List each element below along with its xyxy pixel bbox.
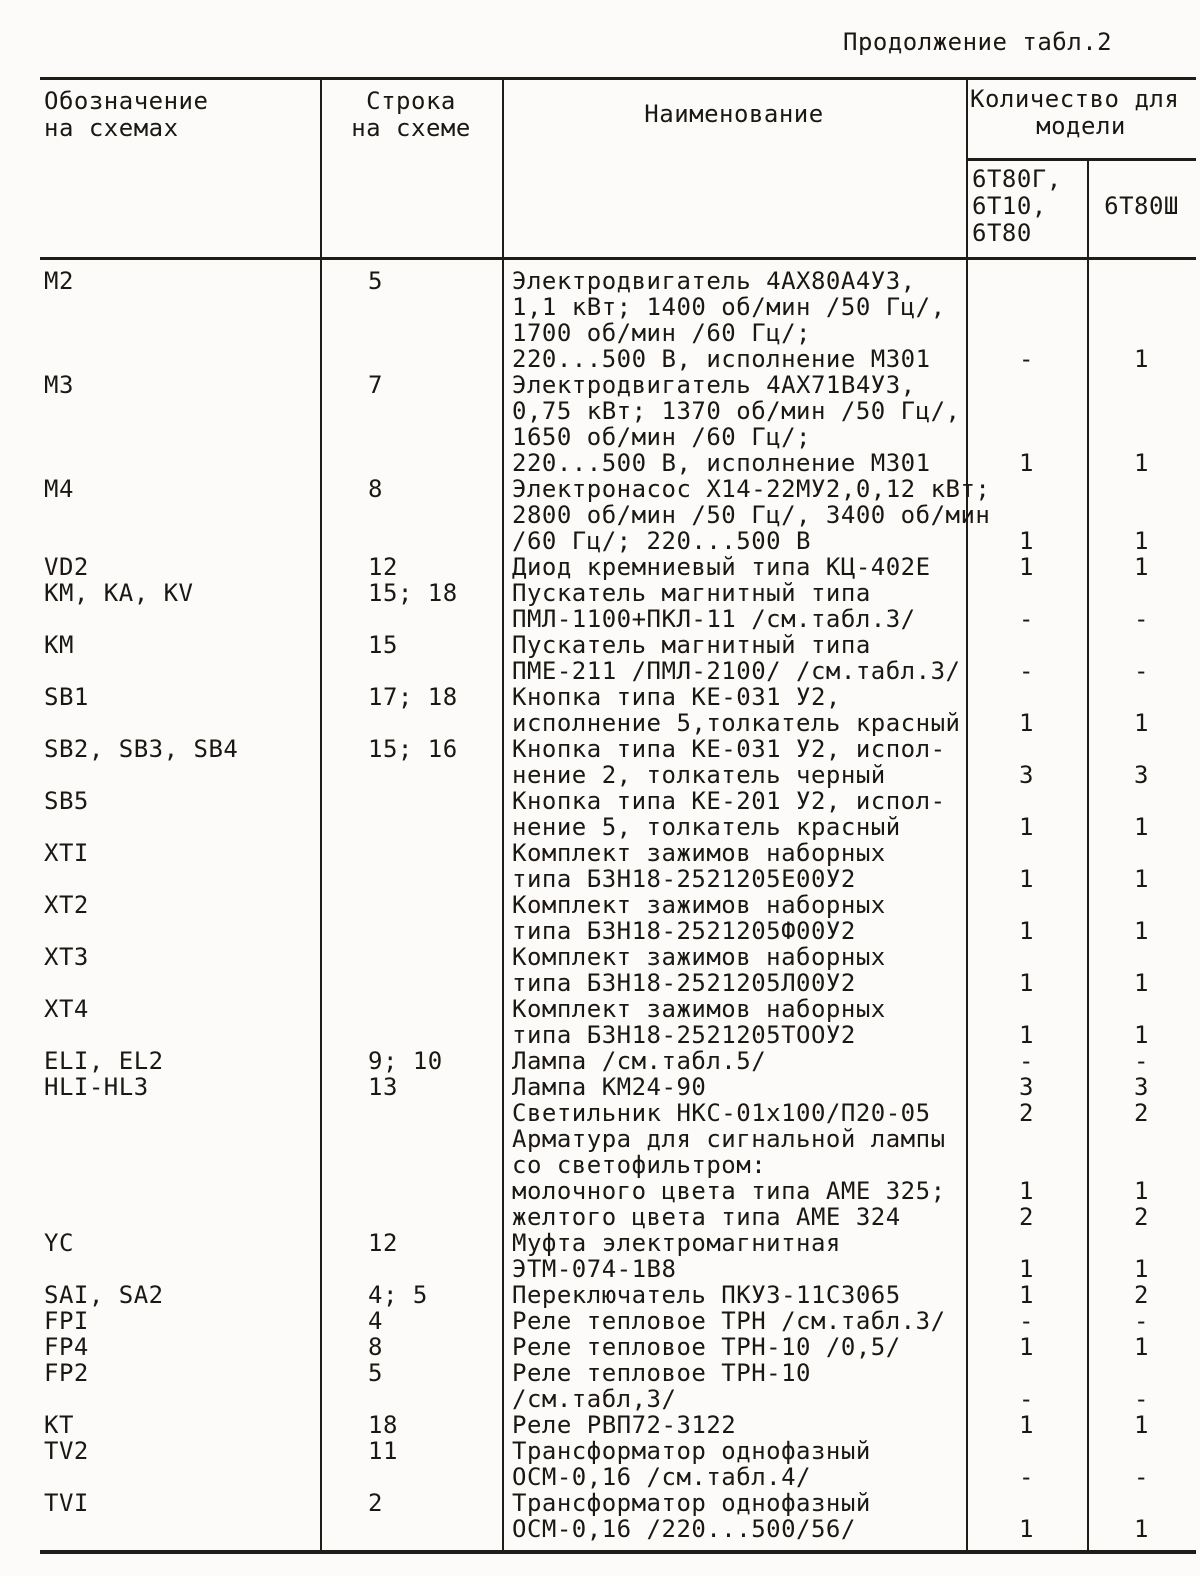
table-row — [40, 658, 1196, 684]
table-row — [40, 502, 1196, 528]
cell-designation: КМ, КА, KV — [44, 579, 194, 607]
cell-line-ref: 11 — [368, 1437, 398, 1465]
cell-qty-6t80sh: 3 — [1134, 1073, 1149, 1101]
cell-name: ОСМ-0,16 /см.табл.4/ — [512, 1463, 811, 1491]
cell-designation: FP2 — [44, 1359, 89, 1387]
cell-qty-6t80sh: 1 — [1134, 1021, 1149, 1049]
cell-qty-6t80sh: 1 — [1134, 449, 1149, 477]
cell-qty-6t80sh: - — [1134, 605, 1149, 633]
table-row — [40, 1334, 1196, 1360]
cell-name: исполнение 5,толкатель красный — [512, 709, 961, 737]
table-row — [40, 1256, 1196, 1282]
cell-line-ref: 4; 5 — [368, 1281, 428, 1309]
cell-designation: КМ — [44, 631, 74, 659]
cell-qty-6t80g-group: - — [1019, 1385, 1034, 1413]
table-row — [40, 346, 1196, 372]
table-row — [40, 268, 1196, 294]
cell-name: Светильник НКС-01х100/П20-05 — [512, 1099, 931, 1127]
table-row — [40, 424, 1196, 450]
cell-name: Пускатель магнитный типа — [512, 631, 871, 659]
col-header-name: Наименование — [644, 100, 824, 128]
cell-line-ref: 18 — [368, 1411, 398, 1439]
cell-line-ref: 7 — [368, 371, 383, 399]
col-header-qty-line2: модели — [1036, 112, 1126, 140]
cell-qty-6t80sh: 3 — [1134, 761, 1149, 789]
cell-qty-6t80g-group: 1 — [1019, 527, 1034, 555]
cell-qty-6t80g-group: 1 — [1019, 1515, 1034, 1543]
cell-name: /60 Гц/; 220...500 В — [512, 527, 811, 555]
table-row — [40, 788, 1196, 814]
table-row — [40, 1022, 1196, 1048]
cell-line-ref: 15; 18 — [368, 579, 458, 607]
cell-qty-6t80sh: - — [1134, 1047, 1149, 1075]
cell-line-ref: 8 — [368, 475, 383, 503]
table-row — [40, 320, 1196, 346]
table-row — [40, 892, 1196, 918]
table-row — [40, 1360, 1196, 1386]
cell-qty-6t80g-group: 2 — [1019, 1099, 1034, 1127]
cell-qty-6t80g-group: 1 — [1019, 969, 1034, 997]
cell-qty-6t80g-group: - — [1019, 1463, 1034, 1491]
cell-name: 1650 об/мин /60 Гц/; — [512, 423, 811, 451]
subheader-models-group-line3: 6Т80 — [972, 219, 1032, 247]
cell-qty-6t80g-group: - — [1019, 605, 1034, 633]
cell-designation: VD2 — [44, 553, 89, 581]
cell-qty-6t80sh: 2 — [1134, 1099, 1149, 1127]
cell-designation: М3 — [44, 371, 74, 399]
cell-name: Кнопка типа КЕ-031 У2, испол- — [512, 735, 946, 763]
table-row — [40, 1178, 1196, 1204]
cell-qty-6t80g-group: 2 — [1019, 1203, 1034, 1231]
cell-designation: HLI-HL3 — [44, 1073, 149, 1101]
header-bottom-rule — [40, 257, 1196, 260]
table-row — [40, 866, 1196, 892]
cell-name: 1700 об/мин /60 Гц/; — [512, 319, 811, 347]
cell-qty-6t80sh: - — [1134, 1463, 1149, 1491]
cell-name: типа БЗН18-2521205Ф00У2 — [512, 917, 856, 945]
table-row — [40, 372, 1196, 398]
table-row — [40, 1048, 1196, 1074]
cell-designation: М2 — [44, 267, 74, 295]
cell-qty-6t80sh: 1 — [1134, 969, 1149, 997]
table-row — [40, 684, 1196, 710]
cell-name: 0,75 кВт; 1370 об/мин /50 Гц/, — [512, 397, 961, 425]
cell-designation: YC — [44, 1229, 74, 1257]
col-header-line-line1: Строка — [366, 87, 456, 115]
cell-qty-6t80sh: 1 — [1134, 527, 1149, 555]
cell-name: Электродвигатель 4АХ71В4У3, — [512, 371, 916, 399]
cell-qty-6t80sh: - — [1134, 1307, 1149, 1335]
cell-qty-6t80sh: - — [1134, 657, 1149, 685]
table-row — [40, 1152, 1196, 1178]
cell-name: ЭТМ-074-1В8 — [512, 1255, 677, 1283]
cell-designation: FP4 — [44, 1333, 89, 1361]
cell-designation: SB5 — [44, 787, 89, 815]
table-row — [40, 944, 1196, 970]
cell-name: Кнопка типа КЕ-031 У2, — [512, 683, 841, 711]
cell-name: 1,1 кВт; 1400 об/мин /50 Гц/, — [512, 293, 946, 321]
cell-name: молочного цвета типа АМЕ 325; — [512, 1177, 946, 1205]
table-row — [40, 632, 1196, 658]
cell-designation: SB1 — [44, 683, 89, 711]
table-row — [40, 606, 1196, 632]
cell-name: Реле тепловое ТРН-10 /0,5/ — [512, 1333, 901, 1361]
col-header-designation-line2: на схемах — [44, 114, 179, 142]
cell-name: Лампа /см.табл.5/ — [512, 1047, 767, 1075]
table-row — [40, 450, 1196, 476]
cell-qty-6t80g-group: 1 — [1019, 1411, 1034, 1439]
page-title: Продолжение табл.2 — [843, 28, 1113, 56]
cell-designation: КТ — [44, 1411, 74, 1439]
cell-qty-6t80g-group: 1 — [1019, 553, 1034, 581]
cell-line-ref: 13 — [368, 1073, 398, 1101]
cell-qty-6t80g-group: 1 — [1019, 709, 1034, 737]
cell-qty-6t80sh: 1 — [1134, 917, 1149, 945]
cell-qty-6t80g-group: - — [1019, 1047, 1034, 1075]
table-row — [40, 1490, 1196, 1516]
cell-name: Реле тепловое ТРН /см.табл.3/ — [512, 1307, 946, 1335]
cell-designation: FPI — [44, 1307, 89, 1335]
table-row — [40, 710, 1196, 736]
table-row — [40, 1516, 1196, 1542]
table-row — [40, 970, 1196, 996]
cell-qty-6t80g-group: - — [1019, 345, 1034, 373]
cell-qty-6t80g-group: 3 — [1019, 1073, 1034, 1101]
cell-name: ПМЛ-1100+ПКЛ-11 /см.табл.3/ — [512, 605, 916, 633]
cell-name: Лампа КМ24-90 — [512, 1073, 707, 1101]
cell-designation: SB2, SB3, SB4 — [44, 735, 239, 763]
table-row — [40, 1282, 1196, 1308]
cell-qty-6t80g-group: 1 — [1019, 1255, 1034, 1283]
table-row — [40, 476, 1196, 502]
table-row — [40, 736, 1196, 762]
cell-designation: TV2 — [44, 1437, 89, 1465]
cell-line-ref: 5 — [368, 1359, 383, 1387]
table-row — [40, 840, 1196, 866]
cell-name: 2800 об/мин /50 Гц/, 3400 об/мин — [512, 501, 991, 529]
cell-name: /см.табл,3/ — [512, 1385, 677, 1413]
cell-designation: XT4 — [44, 995, 89, 1023]
cell-name: Электродвигатель 4АХ80А4У3, — [512, 267, 916, 295]
cell-name: типа БЗН18-2521205Л00У2 — [512, 969, 856, 997]
cell-qty-6t80g-group: 1 — [1019, 1177, 1034, 1205]
cell-name: со светофильтром: — [512, 1151, 767, 1179]
cell-qty-6t80g-group: 1 — [1019, 813, 1034, 841]
cell-name: Диод кремниевый типа КЦ-402Е — [512, 553, 931, 581]
cell-qty-6t80sh: 1 — [1134, 709, 1149, 737]
table-row — [40, 814, 1196, 840]
cell-name: желтого цвета типа АМЕ 324 — [512, 1203, 901, 1231]
table-row — [40, 1126, 1196, 1152]
table-row — [40, 1412, 1196, 1438]
cell-qty-6t80sh: 2 — [1134, 1203, 1149, 1231]
table-row — [40, 1464, 1196, 1490]
cell-name: Комплект зажимов наборных — [512, 943, 886, 971]
cell-name: ОСМ-0,16 /220...500/56/ — [512, 1515, 856, 1543]
cell-name: Арматура для сигнальной лампы — [512, 1125, 946, 1153]
col-header-line-line2: на схеме — [351, 114, 471, 142]
cell-line-ref: 12 — [368, 553, 398, 581]
cell-qty-6t80sh: 1 — [1134, 1177, 1149, 1205]
cell-name: типа БЗН18-2521205Е00У2 — [512, 865, 856, 893]
table-row — [40, 398, 1196, 424]
table-row — [40, 528, 1196, 554]
cell-name: Комплект зажимов наборных — [512, 891, 886, 919]
cell-qty-6t80g-group: 1 — [1019, 1281, 1034, 1309]
col-header-qty-line1: Количество для — [970, 85, 1180, 113]
table-row — [40, 1074, 1196, 1100]
table-row — [40, 996, 1196, 1022]
table-row — [40, 1308, 1196, 1334]
cell-designation: XTI — [44, 839, 89, 867]
subheader-models-group-line2: 6Т10, — [972, 192, 1047, 220]
cell-qty-6t80sh: 1 — [1134, 345, 1149, 373]
cell-qty-6t80sh: 1 — [1134, 1255, 1149, 1283]
cell-qty-6t80g-group: 1 — [1019, 865, 1034, 893]
table-row — [40, 1230, 1196, 1256]
table-row — [40, 1204, 1196, 1230]
table-row — [40, 580, 1196, 606]
table-row — [40, 1386, 1196, 1412]
cell-line-ref: 15 — [368, 631, 398, 659]
col-header-designation-line1: Обозначение — [44, 87, 209, 115]
cell-name: 220...500 В, исполнение М301 — [512, 345, 931, 373]
cell-designation: SAI, SA2 — [44, 1281, 164, 1309]
cell-name: Трансформатор однофазный — [512, 1437, 871, 1465]
cell-name: нение 5, толкатель красный — [512, 813, 901, 841]
cell-qty-6t80g-group: - — [1019, 1307, 1034, 1335]
table-body — [40, 268, 1196, 1542]
cell-designation: ELI, EL2 — [44, 1047, 164, 1075]
cell-name: Муфта электромагнитная — [512, 1229, 841, 1257]
cell-qty-6t80sh: 1 — [1134, 865, 1149, 893]
cell-line-ref: 5 — [368, 267, 383, 295]
cell-name: типа БЗН18-2521205ТООУ2 — [512, 1021, 856, 1049]
cell-line-ref: 2 — [368, 1489, 383, 1517]
cell-name: Кнопка типа КЕ-201 У2, испол- — [512, 787, 946, 815]
cell-designation: М4 — [44, 475, 74, 503]
cell-qty-6t80g-group: 1 — [1019, 917, 1034, 945]
table-border-bottom — [40, 1550, 1196, 1554]
cell-line-ref: 17; 18 — [368, 683, 458, 711]
cell-line-ref: 8 — [368, 1333, 383, 1361]
cell-line-ref: 9; 10 — [368, 1047, 443, 1075]
cell-qty-6t80sh: 2 — [1134, 1281, 1149, 1309]
cell-qty-6t80g-group: 1 — [1019, 1021, 1034, 1049]
cell-qty-6t80g-group: 1 — [1019, 1333, 1034, 1361]
cell-designation: XT3 — [44, 943, 89, 971]
cell-qty-6t80sh: 1 — [1134, 1411, 1149, 1439]
cell-qty-6t80g-group: - — [1019, 657, 1034, 685]
cell-designation: XT2 — [44, 891, 89, 919]
cell-qty-6t80sh: 1 — [1134, 1515, 1149, 1543]
cell-line-ref: 12 — [368, 1229, 398, 1257]
cell-qty-6t80sh: 1 — [1134, 813, 1149, 841]
table-row — [40, 1100, 1196, 1126]
qty-header-underline — [966, 158, 1196, 161]
subheader-model-6t80sh: 6Т80Ш — [1104, 192, 1179, 220]
cell-qty-6t80sh: 1 — [1134, 553, 1149, 581]
table-row — [40, 554, 1196, 580]
cell-name: Пускатель магнитный типа — [512, 579, 871, 607]
cell-name: Электронасос Х14-22МУ2,0,12 кВт; — [512, 475, 991, 503]
table-border-top — [40, 77, 1196, 80]
cell-line-ref: 15; 16 — [368, 735, 458, 763]
cell-name: Комплект зажимов наборных — [512, 995, 886, 1023]
cell-qty-6t80sh: - — [1134, 1385, 1149, 1413]
cell-name: нение 2, толкатель черный — [512, 761, 886, 789]
cell-line-ref: 4 — [368, 1307, 383, 1335]
cell-qty-6t80g-group: 3 — [1019, 761, 1034, 789]
table-row — [40, 918, 1196, 944]
cell-designation: TVI — [44, 1489, 89, 1517]
cell-qty-6t80g-group: 1 — [1019, 449, 1034, 477]
table-row — [40, 762, 1196, 788]
cell-name: ПМЕ-211 /ПМЛ-2100/ /см.табл.3/ — [512, 657, 961, 685]
cell-name: Реле РВП72-3122 — [512, 1411, 737, 1439]
cell-name: Комплект зажимов наборных — [512, 839, 886, 867]
table-row — [40, 1438, 1196, 1464]
cell-name: Трансформатор однофазный — [512, 1489, 871, 1517]
cell-name: Переключатель ПКУ3-11С3065 — [512, 1281, 901, 1309]
table-row — [40, 294, 1196, 320]
cell-name: 220...500 В, исполнение М301 — [512, 449, 931, 477]
cell-name: Реле тепловое ТРН-10 — [512, 1359, 811, 1387]
subheader-models-group-line1: 6Т80Г, — [972, 165, 1062, 193]
cell-qty-6t80sh: 1 — [1134, 1333, 1149, 1361]
